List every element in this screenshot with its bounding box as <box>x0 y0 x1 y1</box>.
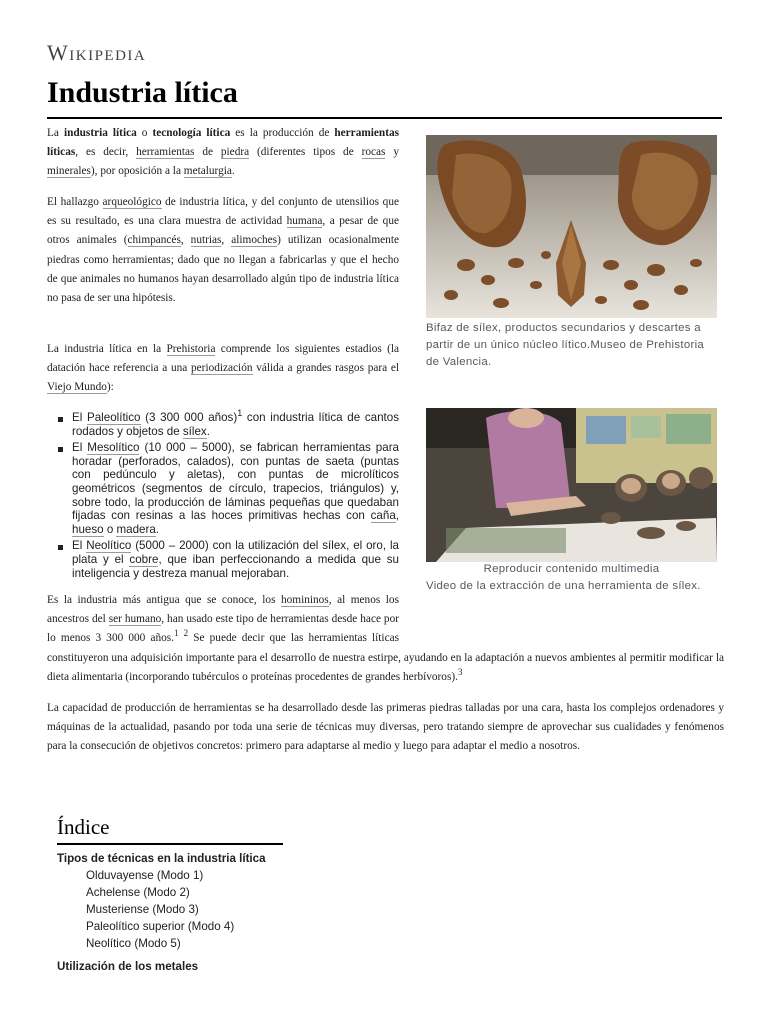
link-mesolitico[interactable]: Mesolítico <box>87 441 140 455</box>
biface-illustration <box>426 135 717 318</box>
link-minerales[interactable]: minerales <box>47 165 91 178</box>
video-player[interactable] <box>426 408 717 562</box>
biface-caption: Bifaz de sílex, productos secundarios y descartes a partir de un único núcleo lítico.Museo de Prehistoria de Valencia. <box>426 322 705 368</box>
video-thumbnail <box>426 408 717 562</box>
link-viejo-mundo[interactable]: Viejo Mundo <box>47 381 107 394</box>
toc-item[interactable]: Paleolítico superior (Modo 4) <box>86 920 235 933</box>
link-cobre[interactable]: cobre <box>129 552 159 566</box>
link-metalurgia[interactable]: metalurgia <box>183 165 232 178</box>
list-item: El Neolítico (5000 – 2000) con la utilización del sílex, el oro, la plata y el cobre, que iban perfeccionando a medida que su inteligencia y destreza manual mejoraban. <box>47 539 399 580</box>
link-paleolitico[interactable]: Paleolítico <box>87 411 141 424</box>
link-rocas[interactable]: rocas <box>361 146 386 159</box>
toc-item[interactable]: Achelense (Modo 2) <box>86 886 190 899</box>
video-play-link[interactable]: Reproducir contenido multimedia <box>483 563 660 575</box>
toc-item[interactable]: Olduvayense (Modo 1) <box>86 869 204 882</box>
reference-link[interactable]: 1 <box>237 408 243 419</box>
toc-section-tipos[interactable]: Tipos de técnicas en la industria lítica <box>57 852 266 865</box>
page-title: Industria lítica <box>47 76 238 109</box>
link-homininos[interactable]: homininos <box>281 594 329 606</box>
toc-item[interactable]: Neolítico (Modo 5) <box>86 937 181 950</box>
title-divider <box>47 117 722 119</box>
link-humana[interactable]: humana <box>286 215 323 228</box>
link-piedra[interactable]: piedra <box>220 146 250 159</box>
link-prehistoria[interactable]: Prehistoria <box>166 343 216 355</box>
link-cana[interactable]: caña <box>370 509 396 523</box>
link-ser-humano[interactable]: ser humano <box>108 613 162 626</box>
list-item: El Mesolítico (10 000 – 5000), se fabrican herramientas para horadar (perforados, calados), con puntas de saeta (puntas con pedúnculo y aletas), con puntas de microlíticos geométricos (segmentos de círculo, trapecios, triángulos) y, sobre todo, la producción de láminas pequeñas que quedaban fijadas con resinas a las hoces primitivas hechas con caña, hueso o madera. <box>47 441 399 536</box>
hallazgo-paragraph: El hallazgo arqueológico de industria lítica, y del conjunto de utensilios que es su resultado, es una clara muestra de actividad humana, a pesar de que otros animales (chimpancés, nutrias, alimoches) utilizan ocasionalmente piedras como herramientas; dado que no llegan a fabricarlas y que el hecho de que animales no humanos hayan desarrollado algún tipo de industria lítica no pasa de ser una hipótesis. <box>47 196 399 305</box>
link-neolitico[interactable]: Neolítico <box>86 539 132 553</box>
wikipedia-logo[interactable]: Wikipedia <box>47 40 147 65</box>
link-nutrias[interactable]: nutrias <box>190 234 222 247</box>
link-herramientas[interactable]: herramientas <box>136 146 195 159</box>
link-madera[interactable]: madera <box>116 522 156 536</box>
link-chimpances[interactable]: chimpancés <box>127 234 181 247</box>
estadios-paragraph: La industria lítica en la Prehistoria comprende los siguientes estadios (la datación hace referencia a una periodización válida a grandes rasgos para el Viejo Mundo): <box>47 343 400 394</box>
intro-paragraph: La industria lítica o tecnología lítica es la producción de herramientas líticas, es decir, herramientas de piedra (diferentes tipos de rocas y minerales), por oposición a la metalurgia. <box>47 127 400 178</box>
link-silex[interactable]: sílex <box>182 424 207 438</box>
link-hueso[interactable]: hueso <box>72 522 104 536</box>
video-caption: Video de la extracción de una herramienta de sílex. <box>426 580 701 592</box>
toc-title: Índice <box>57 815 110 839</box>
toc-item[interactable]: Musteriense (Modo 3) <box>86 903 199 916</box>
antiguedad-paragraph: Es la industria más antigua que se conoce, los homininos, al menos los ancestros del ser humano, han usado este tipo de herramientas desde hace por lo menos 3 300 000 años.$^1$ $^2$ Se puede decir que las herramientas líticas constituyeron una adquisición importante para el desarrollo de nuestra estirpe, ayudando en la adaptación a nuevos ambientes al permitir modificar la dieta alimentaria (incorporando tubérculos o proteínas procedentes de grandes herbívoros).$^3$ <box>47 594 724 683</box>
toc-divider <box>57 843 283 845</box>
link-alimoches[interactable]: alimoches <box>231 234 278 247</box>
biface-image[interactable] <box>426 135 717 318</box>
toc-section-metales[interactable]: Utilización de los metales <box>57 960 199 973</box>
capacidad-paragraph: La capacidad de producción de herramientas se ha desarrollado desde las primeras piedras talladas por una cara, hasta los complejos ordenadores y máquinas de la actualidad, pasando por toda una serie de técnicas muy diversas, pero tratando siempre de aprovechar sus cualidades y fenómenos para la consecución de objetivos concretos: primero para adaptarse al medio y luego para adaptar el medio a nosotros. <box>47 702 724 753</box>
link-periodizacion[interactable]: periodización <box>191 362 253 375</box>
reference-link[interactable]: 1 <box>173 628 179 639</box>
link-arqueologico[interactable]: arqueológico <box>102 196 162 208</box>
reference-link[interactable]: 2 <box>183 628 189 639</box>
reference-link[interactable]: 3 <box>457 667 463 678</box>
stages-list <box>47 408 400 580</box>
list-item: El Paleolítico (3 300 000 años)$^1$ con industria lítica de cantos rodados y objetos de sílex. <box>47 411 399 438</box>
